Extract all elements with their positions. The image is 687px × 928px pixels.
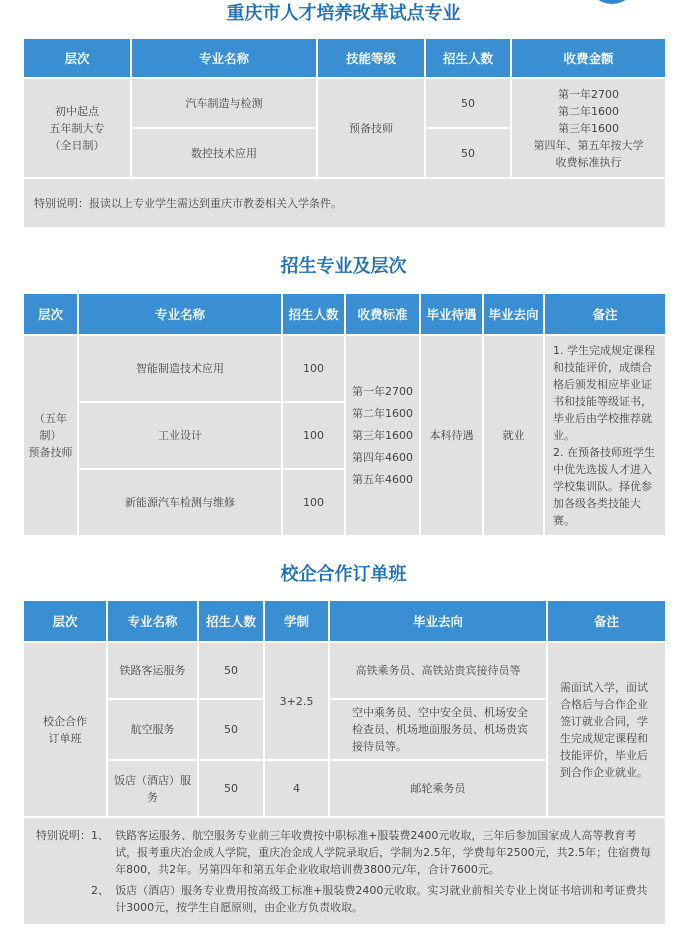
fee-cell: 第一年2700 第二年1600 第三年1600 第四年4600 第五年4600	[345, 335, 420, 536]
count-cell: 50	[198, 760, 264, 817]
destination-cell: 就业	[483, 335, 544, 536]
header-remark: 备注	[547, 600, 666, 642]
major-name: 数控技术应用	[131, 128, 317, 178]
major-name: 汽车制造与检测	[131, 78, 317, 128]
header-major: 专业名称	[107, 600, 198, 642]
remark-cell: 1. 学生完成规定课程 和技能评价，成绩合 格后颁发相应毕业证 书和技能等级证书， 毕业后由学校推荐就 业。 2. 在预备技师班学生 中优先选拔人才进入 学校集训队。择优参 加各级各类技能大 赛。	[544, 335, 666, 536]
table-row	[23, 335, 666, 402]
destination-cell: 邮轮乘务员	[329, 760, 547, 817]
list-item-text: 饭店（酒店）服务专业费用按高级工标准+服装费2400元收取。实习就业前相关专业上岗证书培训和考证费共计3000元，按学生自愿原则，由企业方负责收取。	[115, 883, 648, 914]
skill-cell: 预备技师	[317, 78, 425, 178]
table-header-row	[23, 293, 666, 335]
header-destination: 毕业去向	[483, 293, 544, 335]
header-fee: 收费标准	[345, 293, 420, 335]
destination-cell: 空中乘务员、空中安全员、机场安全 检查员、机场地面服务员、机场贵宾 接待员等。	[329, 699, 547, 760]
special-note-list	[91, 827, 655, 916]
treatment-cell: 本科待遇	[420, 335, 483, 536]
header-level: 层次	[23, 600, 107, 642]
header-level: 层次	[23, 293, 78, 335]
level-cell: （五年制） 预备技师	[23, 335, 78, 536]
table-row	[23, 78, 666, 128]
header-count: 招生人数	[198, 600, 264, 642]
header-major: 专业名称	[78, 293, 282, 335]
header-treatment: 毕业待遇	[420, 293, 483, 335]
header-duration: 学制	[264, 600, 329, 642]
count-cell: 100	[282, 402, 345, 469]
destination-cell: 高铁乘务员、高铁站贵宾接待员等	[329, 642, 547, 699]
majors-levels-table	[22, 292, 667, 537]
list-item-text: 铁路客运服务、航空服务专业前三年收费按中职标准+服装费2400元收取，三年后参加国家成人高等教育考试，报考重庆冶金成人学院，重庆冶金成人学院录取后，学制为2.5年，学费每年2500元，共2.5年；住宿费每年800，共2年。另第四年和第五年企业收取培训费3800元/年，合计7600元。	[115, 828, 652, 876]
major-name: 智能制造技术应用	[78, 335, 282, 402]
table-row	[23, 642, 666, 699]
major-name: 新能源汽车检测与维修	[78, 469, 282, 536]
list-item-number: 2、	[91, 883, 109, 897]
section3-title: 校企合作订单班	[280, 564, 407, 585]
duration-cell: 4	[264, 760, 329, 817]
header-count: 招生人数	[425, 38, 511, 78]
table-header-row	[23, 38, 666, 78]
list-item	[91, 827, 655, 878]
level-cell: 初中起点 五年制大专 （全日制）	[23, 78, 131, 178]
list-item-number: 1、	[91, 828, 109, 842]
note-row	[23, 178, 666, 228]
fee-cell: 第一年2700 第二年1600 第三年1600 第四年、第五年按大学 收费标准执行	[511, 78, 666, 178]
level-cell: 校企合作 订单班	[23, 642, 107, 817]
list-item	[91, 882, 655, 916]
header-count: 招生人数	[282, 293, 345, 335]
remark-cell: 需面试入学，面试 合格后与合作企业 签订就业合同，学 生完成规定课程和 技能评价，毕业后 到合作企业就业。	[547, 642, 666, 817]
major-name: 工业设计	[78, 402, 282, 469]
special-note-label: 特别说明：	[36, 828, 91, 842]
special-note: 特别说明：报读以上专业学生需达到重庆市教委相关入学条件。	[23, 178, 666, 228]
count-cell: 100	[282, 335, 345, 402]
header-major: 专业名称	[131, 38, 317, 78]
count-cell: 50	[425, 128, 511, 178]
section2-title: 招生专业及层次	[280, 256, 407, 277]
table-header-row	[23, 600, 666, 642]
header-destination: 毕业去向	[329, 600, 547, 642]
header-level: 层次	[23, 38, 131, 78]
count-cell: 50	[198, 699, 264, 760]
header-remark: 备注	[544, 293, 666, 335]
section1-title: 重庆市人才培养改革试点专业	[226, 3, 461, 24]
major-name: 铁路客运服务	[107, 642, 198, 699]
count-cell: 100	[282, 469, 345, 536]
header-fee: 收费金额	[511, 38, 666, 78]
special-note-row	[23, 817, 666, 925]
major-name: 饭店（酒店）服务	[107, 760, 198, 817]
header-skill: 技能等级	[317, 38, 425, 78]
major-name: 航空服务	[107, 699, 198, 760]
pilot-majors-table	[22, 37, 667, 229]
special-note	[23, 817, 666, 925]
duration-cell: 3+2.5	[264, 642, 329, 760]
count-cell: 50	[425, 78, 511, 128]
count-cell: 50	[198, 642, 264, 699]
order-class-table	[22, 599, 667, 926]
